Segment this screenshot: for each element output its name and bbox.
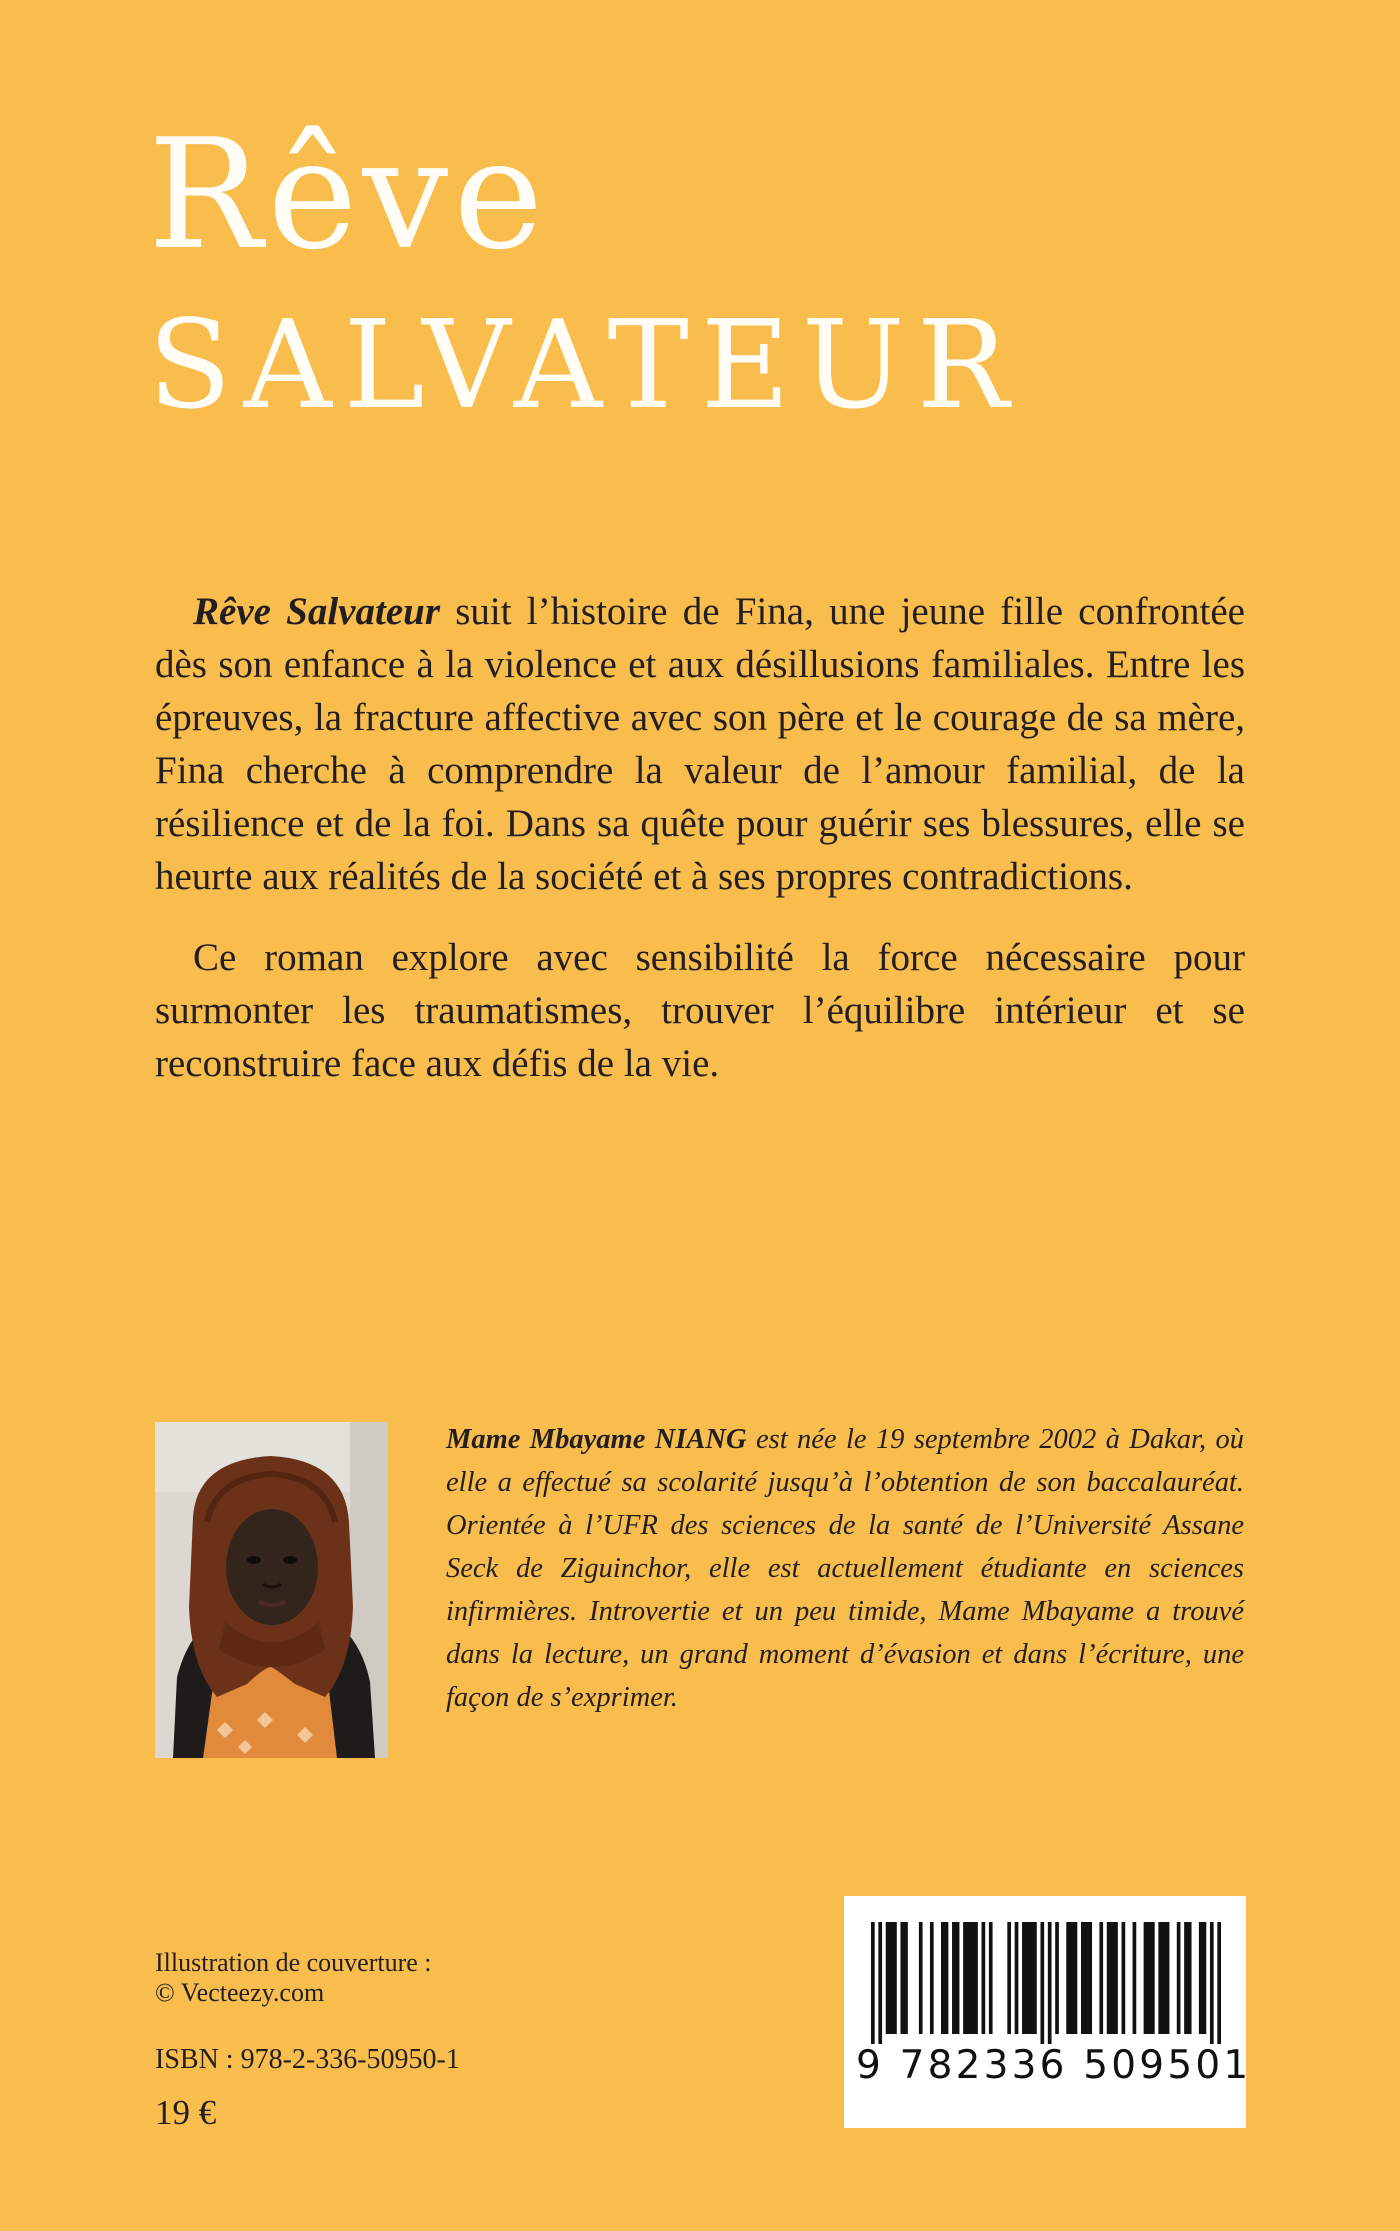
summary-paragraph-1: [155, 585, 1245, 903]
price: 19 €: [155, 2093, 217, 2132]
summary-paragraph-2: Ce roman explore avec sensibilité la force nécessaire pour surmonter les traumatismes, trouver l’équilibre intérieur et se reconstruire face aux défis de la vie.: [155, 936, 1245, 1085]
barcode-box: [844, 1896, 1252, 2128]
barcode-bar: [871, 1922, 875, 2044]
credits-line-1: Illustration de couverture :: [155, 1948, 432, 1977]
barcode-bar: [919, 1922, 923, 2034]
barcode-bar: [1081, 1922, 1092, 2034]
summary-book-title: Rêve Salvateur: [193, 590, 440, 633]
author-photo: [155, 1422, 388, 1758]
barcode-bar: [941, 1922, 948, 2034]
barcode-bar: [1210, 1922, 1214, 2044]
barcode-icon: [871, 1922, 1221, 2044]
barcode-bar: [1158, 1922, 1169, 2034]
barcode-bar: [1022, 1922, 1037, 2034]
book-title: [148, 100, 1021, 440]
barcode-bar: [1048, 1922, 1052, 2044]
cover-credits: [155, 1948, 432, 2008]
barcode-bar: [1099, 1922, 1103, 2034]
barcode-bar: [1107, 1922, 1118, 2034]
book-summary: [155, 585, 1245, 1118]
author-bio: [446, 1418, 1244, 1719]
barcode-bar: [1177, 1922, 1181, 2034]
barcode-bar: [1122, 1922, 1126, 2034]
author-bio-text: est née le 19 septembre 2002 à Dakar, où elle a effectué sa scolarité jusqu’à l’obtention de son baccalauréat. Orientée à l’UFR des sciences de la santé de l’Université Assane Seck de Ziguinchor, elle est actuellement étudiante en sciences infirmières. Introvertie et un peu timide, Mame Mbayame a trouvé dans la lecture, un grand moment d’évasion et dans l’écriture, une façon de s’exprimer.: [446, 1424, 1244, 1713]
barcode-bar: [1199, 1922, 1206, 2034]
barcode-bar: [1184, 1922, 1191, 2034]
barcode-bar: [886, 1922, 897, 2034]
barcode-bar: [1066, 1922, 1077, 2034]
barcode-bar: [952, 1922, 959, 2034]
barcode-bar: [1007, 1922, 1011, 2034]
isbn: ISBN : 978-2-336-50950-1: [155, 2044, 460, 2075]
title-line-2: SALVATEUR: [148, 294, 1021, 436]
barcode-bar: [1015, 1922, 1019, 2034]
barcode-bar: [1055, 1922, 1059, 2034]
barcode-bar: [930, 1922, 934, 2034]
barcode-bar: [878, 1922, 882, 2044]
barcode-digits: 9 782336 509501: [856, 2043, 1252, 2088]
barcode-bar: [989, 1922, 993, 2034]
credits-line-2: © Vecteezy.com: [155, 1978, 325, 2007]
author-portrait-icon: [155, 1422, 388, 1758]
author-name: Mame Mbayame NIANG: [446, 1424, 747, 1455]
barcode-bar: [1217, 1922, 1221, 2044]
barcode-bar: [900, 1922, 907, 2034]
title-line-1: Rêve: [148, 106, 549, 283]
barcode-bar: [963, 1922, 978, 2034]
barcode-bar: [982, 1922, 986, 2034]
barcode-bar: [1144, 1922, 1155, 2034]
barcode-bar: [1040, 1922, 1044, 2044]
barcode-bar: [1133, 1922, 1137, 2034]
summary-paragraph-1-text: suit l’histoire de Fina, une jeune fille confrontée dès son enfance à la violence et aux désillusions familiales. Entre les épreuves, la fracture affective avec son père et le courage de sa mère, Fina cherche à comprendre la valeur de l’amour familial, de la résilience et de la foi. Dans sa quête pour guérir ses blessures, elle se heurte aux réalités de la société et à ses propres contradictions.: [155, 590, 1245, 898]
